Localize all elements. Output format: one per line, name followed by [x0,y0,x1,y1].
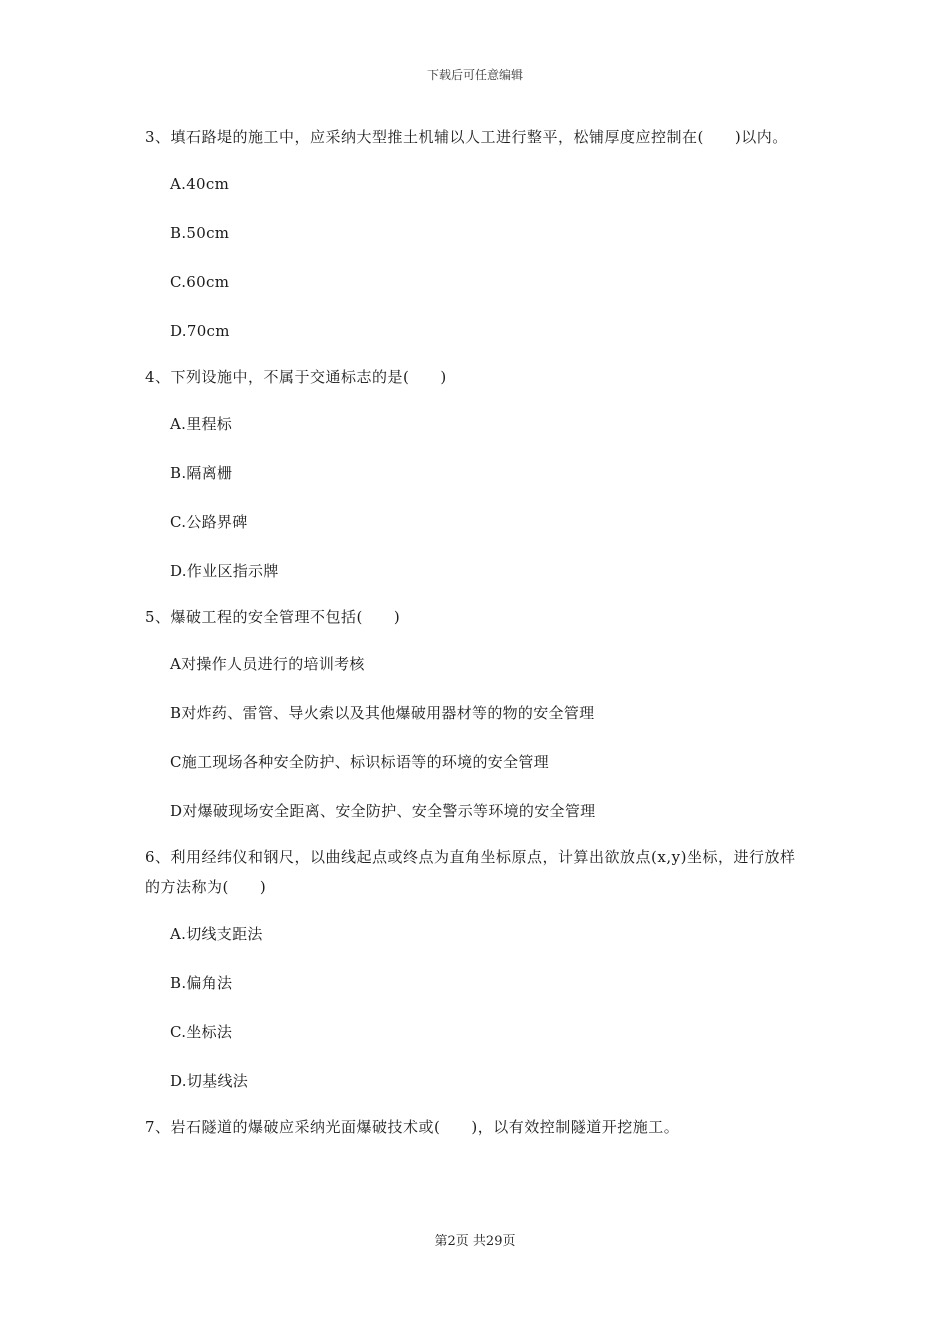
option-list [145,640,810,836]
option-b: B.偏角法 [170,974,233,992]
question-6 [145,842,810,1106]
option-b: B.50cm [170,224,230,242]
question-stem: 5、爆破工程的安全管理不包括( ) [145,608,401,626]
page-content [145,122,810,1142]
question-5 [145,602,810,836]
option-a: A.里程标 [170,415,233,433]
option-c: C.60cm [170,273,230,291]
option-d: D.70cm [170,322,230,340]
option-a: A.40cm [170,175,230,193]
option-a: A对操作人员进行的培训考核 [170,655,365,673]
option-list [145,160,810,356]
page-footer: 第2页 共29页 [434,1234,516,1249]
question-stem: 7、岩石隧道的爆破应采纳光面爆破技术或( )，以有效控制隧道开挖施工。 [145,1118,680,1136]
option-d: D.切基线法 [170,1072,249,1090]
question-7 [145,1112,810,1142]
question-3 [145,122,810,356]
page-header: 下载后可任意编辑 [426,68,523,82]
question-stem: 3、填石路堤的施工中，应采纳大型推土机辅以人工进行整平，松铺厚度应控制在( )以内。 [145,128,788,146]
option-c: C.公路界碑 [170,513,248,531]
option-d: D对爆破现场安全距离、安全防护、安全警示等环境的安全管理 [170,802,596,820]
option-list [145,910,810,1106]
option-list [145,400,810,596]
question-4 [145,362,810,596]
option-c: C.坐标法 [170,1023,233,1041]
option-b: B.隔离栅 [170,464,233,482]
option-a: A.切线支距法 [170,925,263,943]
question-stem: 4、下列设施中，不属于交通标志的是( ) [145,368,447,386]
question-stem: 6、利用经纬仪和钢尺，以曲线起点或终点为直角坐标原点，计算出欲放点(x,y)坐标，进行放样的方法称为( ) [145,848,796,896]
option-d: D.作业区指示牌 [170,562,279,580]
option-c: C施工现场各种安全防护、标识标语等的环境的安全管理 [170,753,549,771]
option-b: B对炸药、雷管、导火索以及其他爆破用器材等的物的安全管理 [170,704,595,722]
